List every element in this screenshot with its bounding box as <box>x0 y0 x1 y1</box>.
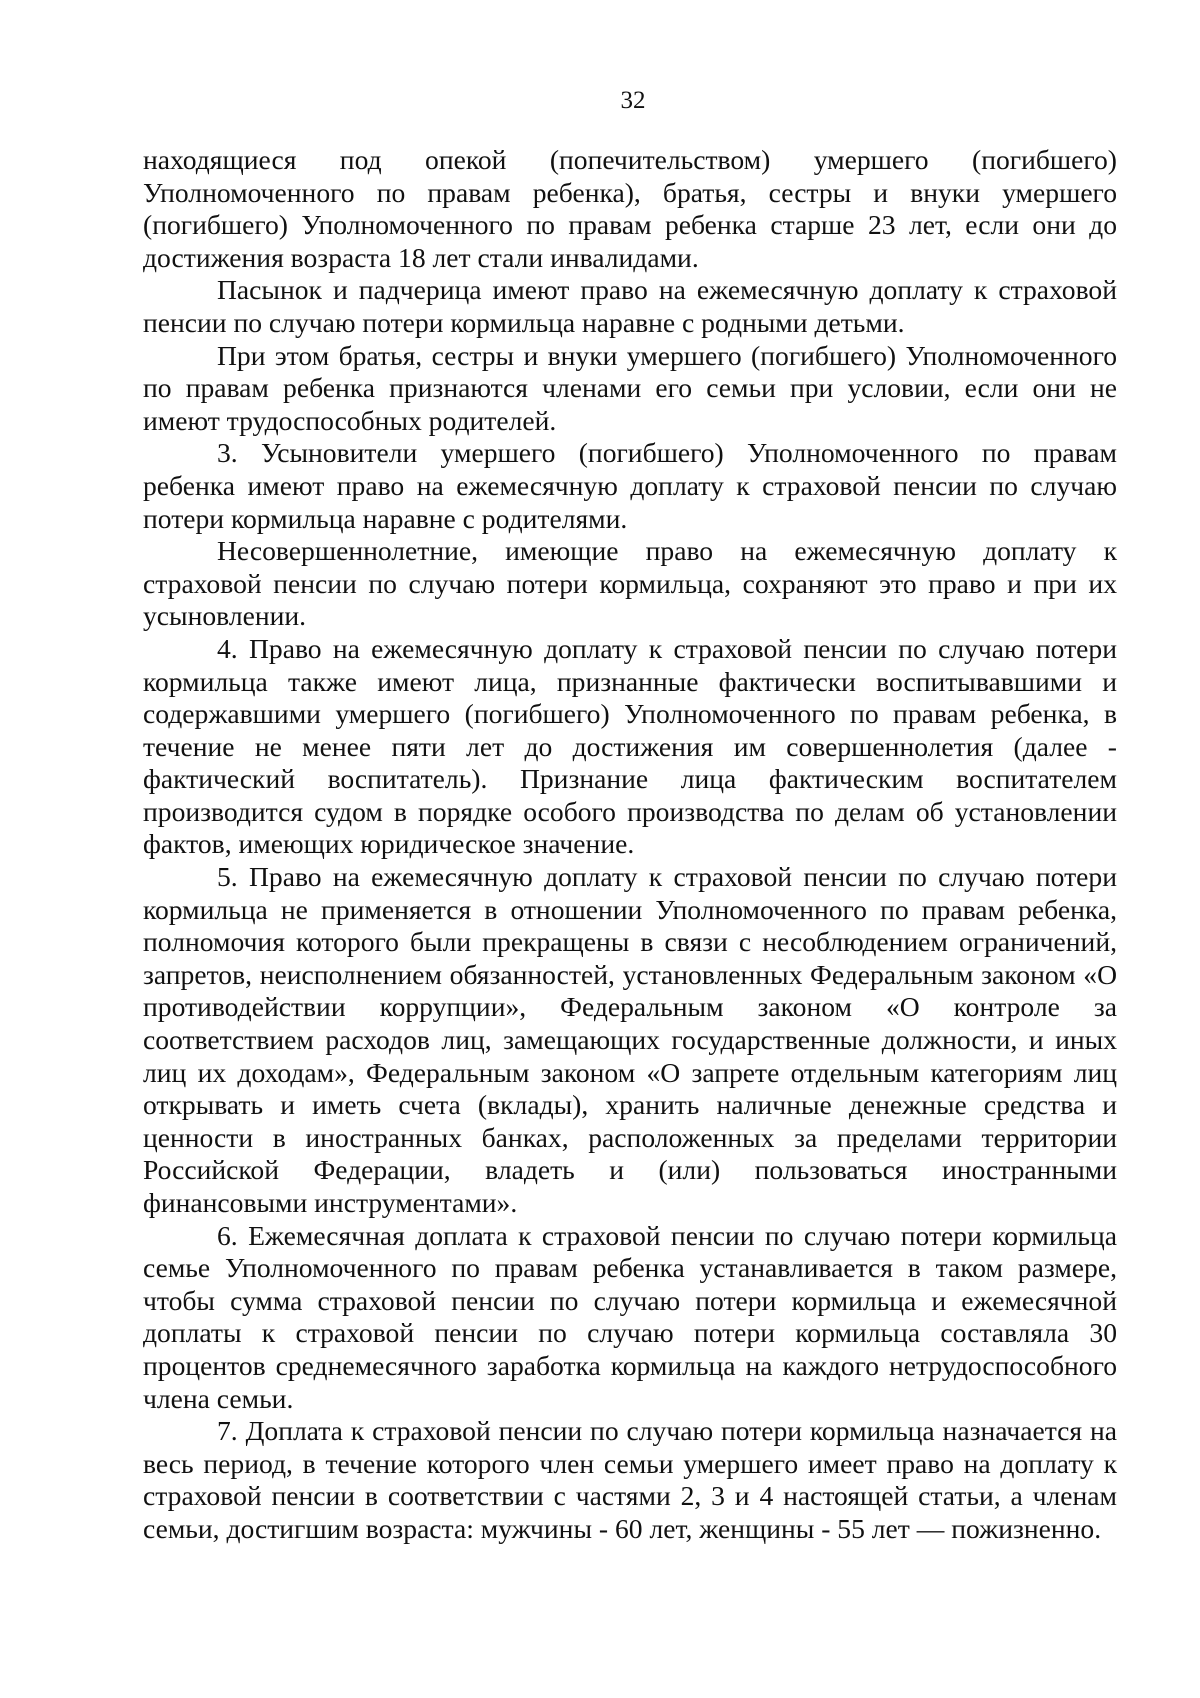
paragraph-item-5: 5. Право на ежемесячную доплату к страховой пенсии по случаю потери кормильца не применяется в отношении Уполномоченного по правам ребенка, полномочия которого были прекращены в связи с несоблюдением ограничений, запретов, неисполнением обязанностей, установленных Федеральным законом «О противодействии коррупции», Федеральным законом «О контроле за соответствием расходов лиц, замещающих государственные должности, и иных лиц их доходам», Федеральным законом «О запрете отдельным категориям лиц открывать и иметь счета (вклады), хранить наличные денежные средства и ценности в иностранных банках, расположенных за пределами территории Российской Федерации, владеть и (или) пользоваться иностранными финансовыми инструментами». <box>143 861 1117 1218</box>
paragraph-item-6: 6. Ежемесячная доплата к страховой пенсии по случаю потери кормильца семье Уполномоченного по правам ребенка устанавливается в таком размере, чтобы сумма страховой пенсии по случаю потери кормильца и ежемесячной доплаты к страховой пенсии по случаю потери кормильца составляла 30 процентов среднемесячного заработка кормильца на каждого нетрудоспособного члена семьи. <box>143 1219 1117 1414</box>
paragraph-minors: Несовершеннолетние, имеющие право на ежемесячную доплату к страховой пенсии по случаю потери кормильца, сохраняют это право и при их усыновлении. <box>143 535 1117 632</box>
paragraph-item-7: 7. Доплата к страховой пенсии по случаю потери кормильца назначается на весь период, в течение которого член семьи умершего имеет право на доплату к страховой пенсии в соответствии с частями 2, 3 и 4 настоящей статьи, а членам семьи, достигшим возраста: мужчины - 60 лет, женщины - 55 лет — пожизненно. <box>143 1415 1117 1544</box>
document-body <box>143 144 1117 1546</box>
paragraph-item-4: 4. Право на ежемесячную доплату к страховой пенсии по случаю потери кормильца также имеют лица, признанные фактически воспитывавшими и содержавшими умершего (погибшего) Уполномоченного по правам ребенка, в течение не менее пяти лет до достижения им совершеннолетия (далее - фактический воспитатель). Признание лица фактическим воспитателем производится судом в порядке особого производства по делам об установлении фактов, имеющих юридическое значение. <box>143 632 1117 860</box>
paragraph-siblings: При этом братья, сестры и внуки умершего (погибшего) Уполномоченного по правам ребенка признаются членами его семьи при условии, если они не имеют трудоспособных родителей. <box>143 339 1117 436</box>
page-number: 32 <box>620 87 646 114</box>
paragraph-continuation: находящиеся под опекой (попечительством) умершего (погибшего) Уполномоченного по правам ребенка), братья, сестры и внуки умершего (погибшего) Уполномоченного по правам ребенка старше 23 лет, если они до достижения возраста 18 лет стали инвалидами. <box>143 144 1117 273</box>
paragraph-stepchildren: Пасынок и падчерица имеют право на ежемесячную доплату к страховой пенсии по случаю потери кормильца наравне с родными детьми. <box>143 274 1117 338</box>
paragraph-item-3: 3. Усыновители умершего (погибшего) Уполномоченного по правам ребенка имеют право на ежемесячную доплату к страховой пенсии по случаю потери кормильца наравне с родителями. <box>143 437 1117 534</box>
